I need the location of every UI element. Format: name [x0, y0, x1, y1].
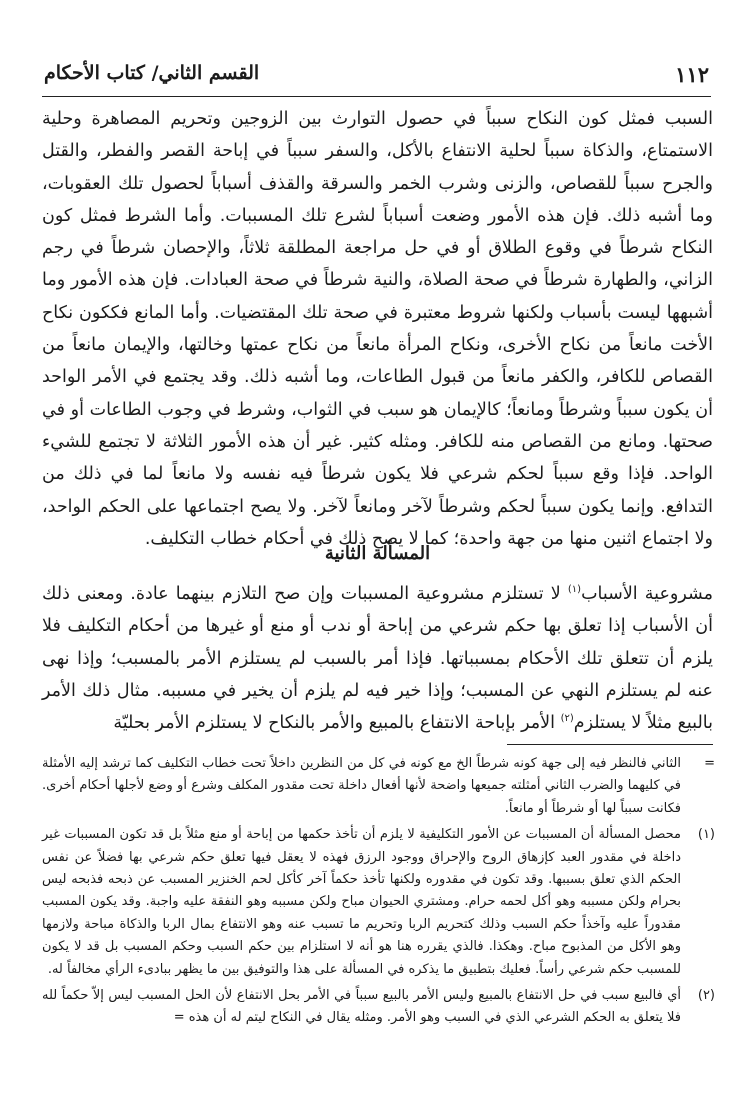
footnote-marker: (٢) [697, 988, 715, 1004]
footnote-text: محصل المسألة أن المسببات عن الأمور التكليفية لا يلزم أن تأخذ حكمها من إباحة أو منع مثلاً بل قد تكون المسببات غير داخلة في مقدور العبد كإزهاق الروح والإحراق ووجود الرزق فهذه لا يعقل فيها تعلق حكم شرعي بها فضلاً عن نفس الحكم الذي تعلق بسببها. وقد تكون في مقدوره ولكنها تأخذ حكماً آخر كأكل لحم الخنزير المسبب عن ذبحه فذبحه ليس بحرام ولكن مسببه وهو أكل لحمه حرام. ومشتري الحيوان مباح ولكن مسببه وهو النفقة عليه واجبة. وقد يكون المسبب مقدوراً عليه وآخذاً حكم السبب وذلك كتحريم الربا وتحريم ما تسبب عنه وهو الانتفاع بمال الربا والذكاة مباحة ولازمها وهو الأكل من المذبوح مباح. وهكذا. فالذي يقرره هنا هو أنه لا استلزام بين حكم السبب وحكم المسبب بل قد لا يكون للمسبب حكم شرعي رأساً. فعليك بتطبيق ما يذكره في المسألة على هذا والتوفيق بين ما يظهر ببادىء الرأي مخالفاً له. [42, 827, 681, 977]
footnote-2 [42, 985, 715, 1030]
header-rule [42, 96, 711, 97]
section-text-block [42, 578, 713, 739]
footnote-text: أي فالبيع سبب في حل الانتفاع بالمبيع وليس الأمر بالبيع سبباً في الأمر بحل الانتفاع لأن الحل المسبب ليس إلاّ حكماً لله فلا يتعلق به الحكم الشرعي الذي في السبب وهو الأمر. ومثله يقال في النكاح ليتم له أن هذه = [42, 988, 681, 1026]
section-heading: المسألة الثانية [324, 543, 431, 564]
running-title: القسم الثاني/ كتاب الأحكام [44, 62, 260, 84]
paragraph-2-text-a: لا تستلزم مشروعية المسببات وإن صح التلازم بينهما عادة. ومعنى ذلك أن الأسباب إذا تعلق بها حكم شرعي من إباحة أو ندب أو منع أو غيرها من أحكام التكليف فلا يلزم أن تتعلق تلك الأحكام بمسبباتها. فإذا أمر بالسبب لم يستلزم الأمر بالمسبب؛ وإذا نهى عنه لم يستلزم النهي عن المسبب؛ وإذا خير فيه لم يلزم أن يخير في مسببه. مثال ذلك الأمر بالبيع مثلاً لا يستلزم [42, 584, 713, 734]
footnote-ref-2: (٢) [560, 713, 574, 725]
paragraph-2 [42, 578, 713, 739]
paragraph-2-text-b: الأمر بإباحة الانتفاع بالمبيع والأمر بالنكاح لا يستلزم الأمر بحليّة [113, 713, 561, 734]
footnote-marker: (١) [697, 827, 715, 843]
footnote-text: الثاني فالنظر فيه إلى جهة كونه شرطاً الخ مع كونه في كل من النظرين داخلاً تحت خطاب التكليف كما ترشد إليه الأمثلة في كليهما والضرب الثاني أمثلته جميعها واضحة لأنها أفعال داخلة تحت مقدور المكلف وشرع أو وضع لأجلها أحكام أخرى. فكانت سبباً لها أو شرطاً أو مانعاً. [42, 756, 681, 816]
paragraph-2-intro: مشروعية الأسباب [581, 584, 713, 604]
footnote-1 [42, 824, 715, 981]
main-text-block [42, 103, 713, 555]
footnote-ref-1: (١) [567, 584, 582, 596]
footnote-rule [507, 744, 713, 745]
paragraph-1: السبب فمثل كون النكاح سبباً في حصول التوارث بين الزوجين وتحريم المصاهرة وحلية الاستمتاع، والذكاة سبباً لحلية الانتفاع بالأكل، والسفر سبباً في إباحة القصر والفطر، والقتل والجرح سبباً للقصاص، والزنى وشرب الخمر والسرقة والقذف أسباباً لحصول تلك العقوبات، وما أشبه ذلك. فإن هذه الأمور وضعت أسباباً لشرع تلك المسببات. وأما الشرط فمثل كون النكاح شرطاً في وقوع الطلاق أو في حل مراجعة المطلقة ثلاثاً، والإحصان شرطاً في رجم الزاني، والطهارة شرطاً في صحة الصلاة، والنية شرطاً في صحة العبادات. فإن هذه الأمور وما أشبهها ليست بأسباب ولكنها شروط معتبرة في صحة تلك المقتضيات. وأما المانع فككون نكاح الأخت مانعاً من نكاح الأخرى، ونكاح المرأة مانعاً من نكاح عمتها وخالتها، والإيمان مانعاً من القصاص للكافر، والكفر مانعاً من قبول الطاعات، وما أشبه ذلك. وقد يجتمع في الأمر الواحد أن يكون سبباً وشرطاً ومانعاً؛ كالإيمان هو سبب في الثواب، وشرط في وجوب الطاعات أو في صحتها. ومانع من القصاص منه للكافر. ومثله كثير. غير أن هذه الأمور الثلاثة لا تجتمع للشيء الواحد. فإذا وقع سبباً لحكم شرعي فلا يكون شرطاً فيه نفسه ولا مانعاً لما في ذلك من التدافع. وإنما يكون سبباً لحكم وشرطاً لآخر ومانعاً لآخر. ولا يصح اجتماعها على الحكم الواحد، ولا اجتماع اثنين منها من جهة واحدة؛ كما لا يصح ذلك في أحكام خطاب التكليف. [42, 109, 713, 549]
page-header [42, 62, 711, 94]
page-number: ١١٢ [675, 62, 709, 87]
footnote-continued [42, 753, 715, 820]
footnote-marker: = [704, 756, 715, 771]
footnotes [42, 753, 715, 1034]
